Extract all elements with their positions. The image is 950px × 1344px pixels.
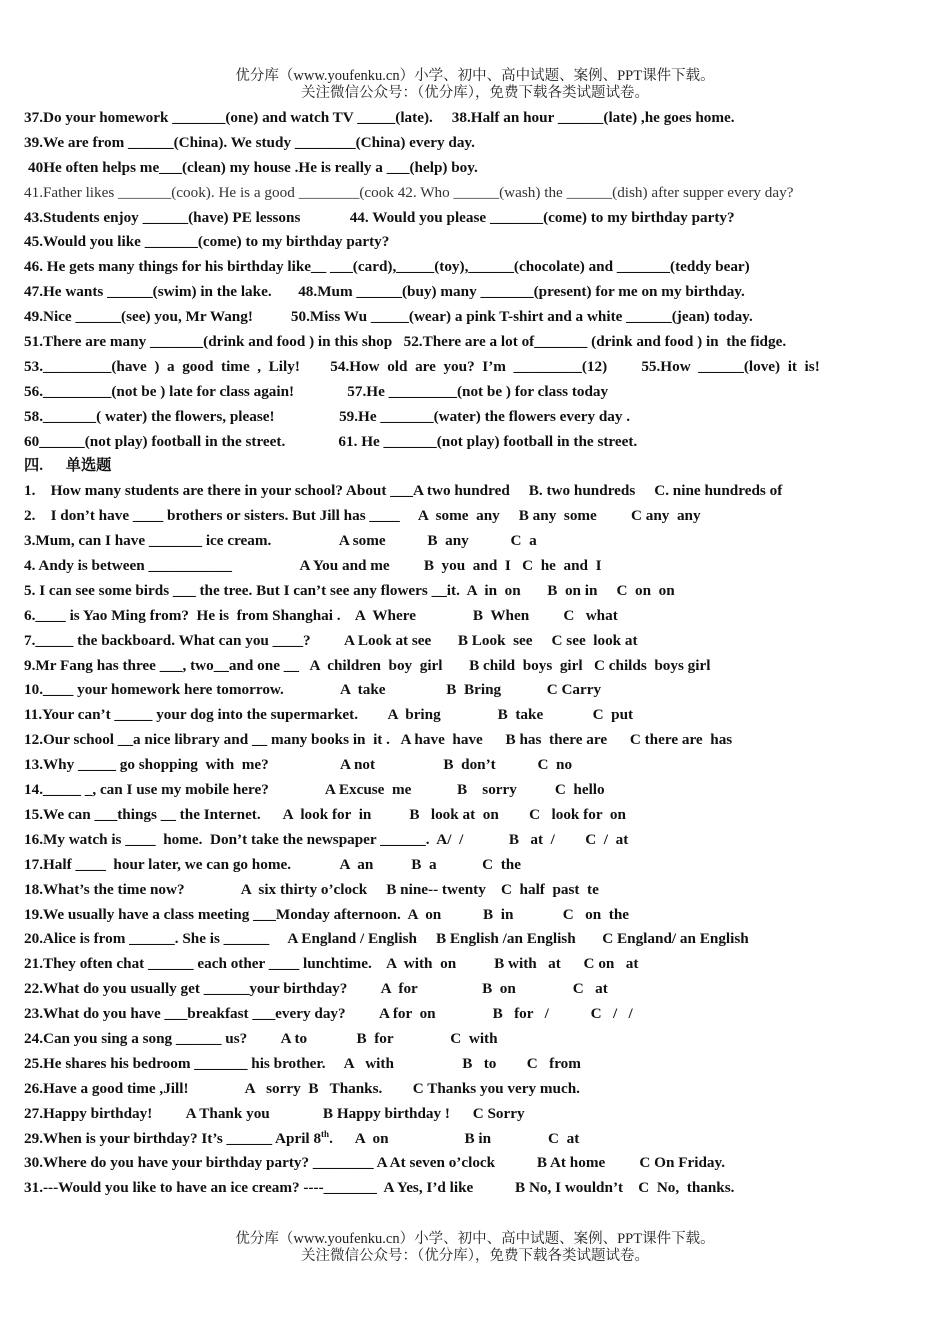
question-line: 18.What’s the time now? A six thirty o’clock B nine-- twenty C half past te [24, 880, 599, 898]
question-line: 14._____ _, can I use my mobile here? A Excuse me B sorry C hello [24, 781, 605, 799]
question-line: 3.Mum, can I have _______ ice cream. A some B any C a [24, 532, 537, 550]
exercise-line: 45.Would you like _______(come) to my birthday party? [24, 233, 390, 251]
exercise-line: 47.He wants ______(swim) in the lake. 48.Mum ______(buy) many _______(present) for me on my birthday. [24, 283, 745, 301]
question-line: 12.Our school __a nice library and __ many books in it . A have have B has there are C there are has [24, 731, 733, 749]
exercise-line: 60______(not play) football in the street. 61. He _______(not play) football in the street. [24, 432, 638, 450]
question-line: 6.____ is Yao Ming from? He is from Shanghai . A Where B When C what [24, 606, 618, 624]
footer-line-2: 关注微信公众号：（优分库），免费下载各类试题试卷。 [301, 1248, 649, 1264]
question-line: 15.We can ___things __ the Internet. A look for in B look at on C look for on [24, 805, 626, 823]
page-header [0, 68, 950, 102]
question-line: 20.Alice is from ______. She is ______ A England / English B English /an English C England/ an English [24, 930, 749, 948]
exercise-line: 40He often helps me___(clean) my house .He is really a ___(help) boy. [28, 158, 478, 176]
q29-text: 29.When is your birthday? It’s ______ April 8 [24, 1129, 322, 1147]
question-line: 23.What do you have ___breakfast ___every day? A for on B for / C / / [24, 1005, 633, 1023]
exercise-line: 58._______( water) the flowers, please! 59.He _______(water) the flowers every day . [24, 407, 631, 425]
question-line: 31.---Would you like to have an ice cream? ----_______ A Yes, I’d like B No, I wouldn’t C No, thanks. [24, 1179, 735, 1197]
exercise-line: 46. He gets many things for his birthday like__ ___(card),_____(toy),______(chocolate) and _______(teddy bear) [24, 258, 750, 276]
question-line: 7._____ the backboard. What can you ____? A Look at see B Look see C see look at [24, 631, 638, 649]
exercise-line: 49.Nice ______(see) you, Mr Wang! 50.Miss Wu _____(wear) a pink T-shirt and a white ______(jean) today. [24, 308, 753, 326]
exercise-line: 43.Students enjoy ______(have) PE lessons 44. Would you please _______(come) to my birthday party? [24, 208, 735, 226]
exercise-line: 53._________(have ) a good time , Lily! 54.How old are you? I’m _________(12) 55.How ______(love) it is! [24, 357, 820, 375]
exercise-line: 37.Do your homework _______(one) and watch TV _____(late). 38.Half an hour ______(late) ,he goes home. [24, 109, 735, 126]
exercise-line: 56._________(not be ) late for class again! 57.He _________(not be ) for class today [24, 382, 609, 400]
question-line: 16.My watch is ____ home. Don’t take the newspaper ______. A/ / B at / C / at [24, 830, 629, 848]
question-line: 27.Happy birthday! A Thank you B Happy birthday ! C Sorry [24, 1104, 525, 1122]
worksheet-body [24, 106, 929, 1201]
header-line-2: 关注微信公众号：（优分库），免费下载各类试题试卷。 [301, 85, 649, 101]
question-line: 24.Can you sing a song ______ us? A to B for C with [24, 1029, 498, 1047]
question-line: 30.Where do you have your birthday party? ________ A At seven o’clock B At home C On Friday. [24, 1154, 726, 1172]
header-line-1: 优分库（www.youfenku.cn）小学、初中、高中试题、案例、PPT课件下载。 [235, 68, 715, 84]
footer-line-1: 优分库（www.youfenku.cn）小学、初中、高中试题、案例、PPT课件下载。 [235, 1231, 715, 1247]
question-line: 19.We usually have a class meeting ___Monday afternoon. A on B in C on the [24, 905, 630, 923]
exercise-line: 39.We are from ______(China). We study ________(China) every day. [24, 133, 475, 151]
question-line: 11.Your can’t _____ your dog into the supermarket. A bring B take C put [24, 706, 634, 724]
question-line: 5. I can see some birds ___ the tree. But I can’t see any flowers __it. A in on B on in C on on [24, 581, 675, 599]
question-line: 21.They often chat ______ each other ____ lunchtime. A with on B with at C on at [24, 955, 639, 973]
question-line: 26.Have a good time ,Jill! A sorry B Thanks. C Thanks you very much. [24, 1079, 580, 1097]
page-footer [0, 1231, 950, 1265]
section-heading: 四. 单选题 [24, 457, 112, 475]
exercise-line: 41.Father likes _______(cook). He is a good ________(cook 42. Who ______(wash) the ______(dish) after supper every day? [24, 183, 794, 201]
question-line [24, 1127, 929, 1152]
question-line: 22.What do you usually get ______your birthday? A for B on C at [24, 980, 608, 998]
q29-options: . A on B in C at [329, 1129, 580, 1147]
exercise-line: 51.There are many _______(drink and food ) in this shop 52.There are a lot of_______ (drink and food ) in the fidge. [24, 333, 787, 351]
question-line: 17.Half ____ hour later, we can go home. A an B a C the [24, 855, 521, 873]
question-line: 2. I don’t have ____ brothers or sisters. But Jill has ____ A some any B any some C any any [24, 507, 701, 525]
question-line: 25.He shares his bedroom _______ his brother. A with B to C from [24, 1054, 581, 1072]
question-line: 10.____ your homework here tomorrow. A take B Bring C Carry [24, 681, 602, 699]
question-line: 9.Mr Fang has three ___, two__and one __ A children boy girl B child boys girl C childs boys girl [24, 656, 711, 674]
question-line: 4. Andy is between ___________ A You and me B you and I C he and I [24, 557, 602, 575]
question-line: 13.Why _____ go shopping with me? A not B don’t C no [24, 756, 573, 774]
question-line: 1. How many students are there in your school? About ___A two hundred B. two hundreds C. nine hundreds of [24, 482, 783, 500]
q29-superscript: th [321, 1128, 330, 1139]
